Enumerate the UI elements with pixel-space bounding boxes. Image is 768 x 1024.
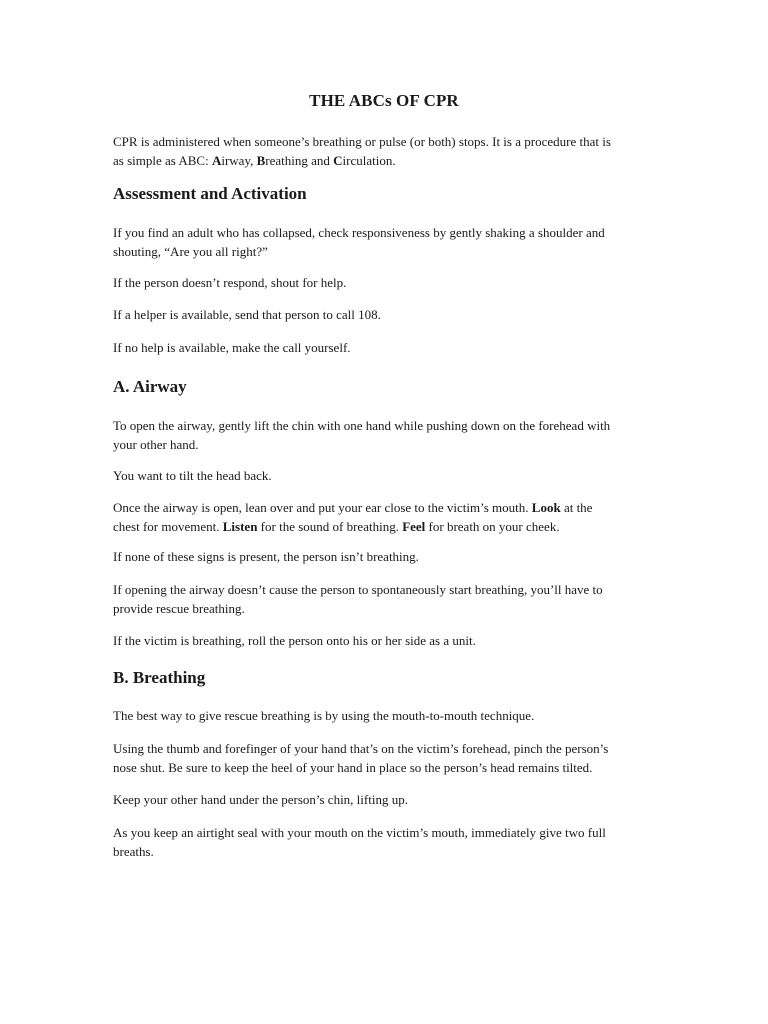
intro-prefix: as simple as ABC: (113, 152, 212, 168)
assessment-p1-line1: If you find an adult who has collapsed, check responsiveness by gently shaking a shoulder and (113, 225, 605, 240)
airway-p3-line1 (113, 499, 653, 518)
assessment-p1-line2: shouting, “Are you all right?” (113, 243, 268, 259)
airway-p1-line2: your other hand. (113, 436, 199, 452)
intro-c-rest: irculation. (342, 152, 396, 168)
assessment-paragraph-2: If the person doesn’t respond, shout for help. (113, 275, 347, 290)
document-title: THE ABCs OF CPR (309, 91, 459, 110)
breathing-p2-line1: Using the thumb and forefinger of your hand that’s on the victim’s forehead, pinch the person’s (113, 741, 609, 756)
intro-c-bold: C (333, 152, 343, 168)
airway-paragraph-5 (113, 581, 653, 618)
airway-p3-line2 (113, 518, 653, 537)
assessment-heading: Assessment and Activation (113, 184, 307, 203)
intro-paragraph (113, 133, 653, 170)
airway-paragraph-4: If none of these signs is present, the person isn’t breathing. (113, 549, 419, 564)
intro-b-bold: B (256, 152, 266, 168)
airway-paragraph-6: If the victim is breathing, roll the person onto his or her side as a unit. (113, 633, 476, 648)
airway-p3-line2-mid: for the sound of breathing. (257, 518, 403, 534)
breathing-paragraph-2 (113, 740, 653, 777)
airway-p3-line2-prefix: chest for movement. (113, 518, 223, 534)
airway-p5-line2: provide rescue breathing. (113, 600, 245, 616)
breathing-heading: B. Breathing (113, 668, 206, 687)
airway-p3-prefix: Once the airway is open, lean over and put your ear close to the victim’s mouth. (113, 500, 532, 515)
airway-p3-suffix: at the (560, 500, 593, 515)
assessment-paragraph-3: If a helper is available, send that person to call 108. (113, 307, 381, 322)
breathing-paragraph-3: Keep your other hand under the person’s chin, lifting up. (113, 792, 408, 807)
feel-bold: Feel (402, 518, 426, 534)
breathing-p2-line2: nose shut. Be sure to keep the heel of your hand in place so the person’s head remains tilted. (113, 759, 593, 775)
airway-paragraph-3 (113, 499, 653, 536)
airway-p1-line1: To open the airway, gently lift the chin with one hand while pushing down on the forehead with (113, 418, 611, 433)
breathing-paragraph-4 (113, 824, 653, 861)
assessment-paragraph-1 (113, 224, 653, 261)
airway-paragraph-1 (113, 417, 653, 454)
breathing-p4-line1: As you keep an airtight seal with your mouth on the victim’s mouth, immediately give two full (113, 825, 606, 840)
intro-line-1: CPR is administered when someone’s breathing or pulse (or both) stops. It is a procedure that is (113, 134, 611, 149)
listen-bold: Listen (222, 518, 258, 534)
intro-line-2 (113, 152, 653, 171)
airway-heading: A. Airway (113, 377, 187, 396)
breathing-paragraph-1: The best way to give rescue breathing is by using the mouth-to-mouth technique. (113, 708, 535, 723)
airway-p5-line1: If opening the airway doesn’t cause the person to spontaneously start breathing, you’ll have to (113, 582, 603, 597)
look-bold: Look (531, 500, 561, 515)
breathing-p4-line2: breaths. (113, 843, 154, 859)
intro-b-rest: reathing and (265, 152, 334, 168)
airway-paragraph-2: You want to tilt the head back. (113, 468, 272, 483)
assessment-paragraph-4: If no help is available, make the call yourself. (113, 340, 351, 355)
intro-a-rest: irway, (221, 152, 257, 168)
airway-p3-line2-suffix: for breath on your cheek. (425, 518, 560, 534)
intro-a-bold: A (211, 152, 222, 168)
